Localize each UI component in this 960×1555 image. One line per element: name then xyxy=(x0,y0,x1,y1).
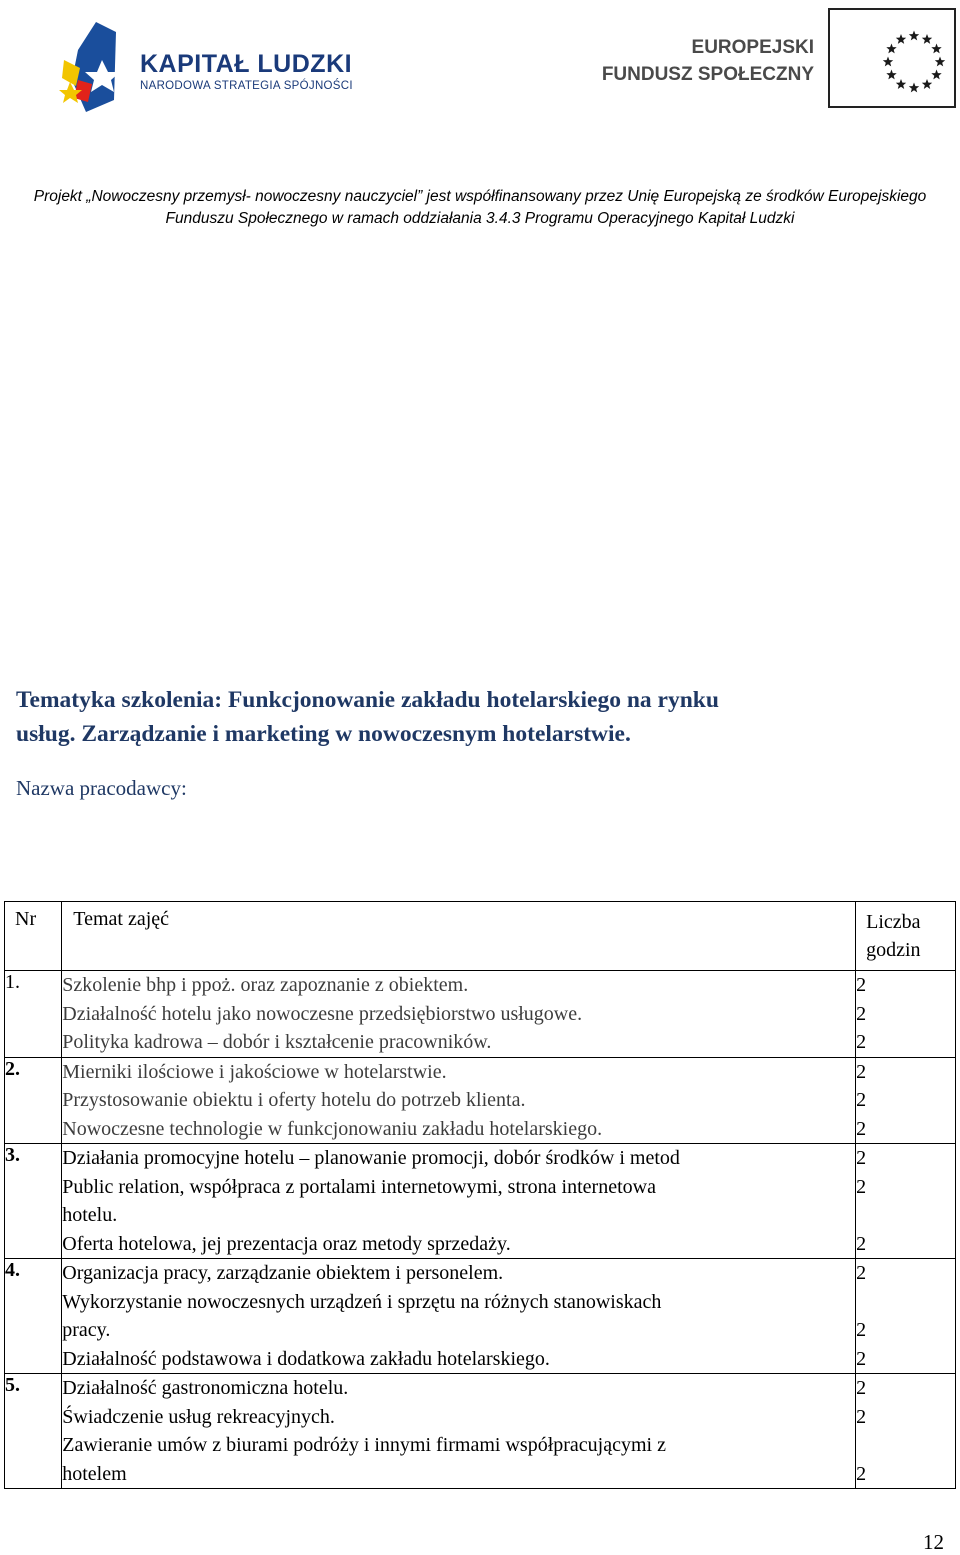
hours-value: 2 xyxy=(856,1347,867,1370)
row-hours xyxy=(856,1144,956,1259)
row-number: 2. xyxy=(5,1057,62,1144)
hours-value xyxy=(856,1288,955,1317)
topic-line: hotelu. xyxy=(62,1204,118,1226)
hours-value: 2 xyxy=(856,1319,867,1341)
hours-value: 2 xyxy=(856,1060,867,1083)
efs-brand-line2: FUNDUSZ SPOŁECZNY xyxy=(601,64,814,85)
project-cofinancing-note xyxy=(0,186,960,230)
header-topic: Temat zajęć xyxy=(62,902,856,971)
hours-value: 2 xyxy=(856,1089,867,1111)
table-header-row xyxy=(5,902,956,971)
hours-value: 2 xyxy=(856,1462,867,1485)
page-number: 12 xyxy=(923,1530,944,1554)
hours-value: 2 xyxy=(856,1377,867,1399)
row-topics xyxy=(62,1057,856,1144)
table-row xyxy=(5,1144,956,1259)
row-hours xyxy=(856,1374,956,1489)
topic-line: Przystosowanie obiektu i oferty hotelu do potrzeb klienta. xyxy=(62,1089,526,1111)
topic-line: Działalność gastronomiczna hotelu. xyxy=(62,1377,349,1399)
kapital-ludzki-logo xyxy=(58,20,358,112)
row-hours xyxy=(856,1057,956,1144)
topic-line: Polityka kadrowa – dobór i kształcenie pracowników. xyxy=(62,1031,492,1053)
row-number: 1. xyxy=(5,971,62,1058)
topic-line: pracy. xyxy=(62,1319,111,1341)
topic-line: Wykorzystanie nowoczesnych urządzeń i sprzętu na różnych stanowiskach xyxy=(62,1290,662,1313)
hours-value: 2 xyxy=(856,1262,867,1284)
kl-brand-subtitle: NARODOWA STRATEGIA SPÓJNOŚCI xyxy=(140,80,353,92)
hours-value: 2 xyxy=(856,974,867,996)
table-row xyxy=(5,971,956,1058)
hours-value xyxy=(856,1431,955,1460)
hours-value: 2 xyxy=(856,1147,867,1169)
hours-value: 2 xyxy=(856,1405,867,1428)
topic-line: Działalność podstawowa i dodatkowa zakładu hotelarskiego. xyxy=(62,1347,550,1370)
topic-line: Oferta hotelowa, jej prezentacja oraz metody sprzedaży. xyxy=(62,1232,511,1255)
header-hours-line2: godzin xyxy=(866,939,921,961)
topic-line2: usług. Zarządzanie i marketing w nowoczesnym hotelarstwie. xyxy=(16,721,631,747)
efs-brand-line1: EUROPEJSKI xyxy=(691,37,814,58)
table-row xyxy=(5,1259,956,1374)
row-topics xyxy=(62,971,856,1058)
topic-line: Działania promocyjne hotelu – planowanie promocji, dobór środków i metod xyxy=(62,1147,680,1169)
topic-line: Działalność hotelu jako nowoczesne przedsiębiorstwo usługowe. xyxy=(62,1002,583,1025)
topic-line: Zawieranie umów z biurami podróży i innymi firmami współpracującymi z xyxy=(62,1434,666,1456)
row-number: 3. xyxy=(5,1144,62,1259)
kapital-ludzki-emblem xyxy=(58,20,138,112)
row-number: 5. xyxy=(5,1374,62,1489)
row-topics xyxy=(62,1144,856,1259)
header-hours-line1: Liczba xyxy=(866,911,921,933)
topic-line: Organizacja pracy, zarządzanie obiektem i personelem. xyxy=(62,1262,504,1284)
training-topic-heading xyxy=(16,683,916,751)
table-row xyxy=(5,1374,956,1489)
employer-label: Nazwa pracodawcy: xyxy=(16,776,187,800)
row-hours xyxy=(856,1259,956,1374)
project-note-line2: Funduszu Społecznego w ramach oddziałania 3.4.3 Programu Operacyjnego Kapitał Ludzki xyxy=(165,210,795,227)
topic-line: Public relation, współpraca z portalami internetowymi, strona internetowa xyxy=(62,1175,656,1198)
header-nr: Nr xyxy=(5,902,62,971)
topic-line1: Tematyka szkolenia: Funkcjonowanie zakładu hotelarskiego na rynku xyxy=(16,687,719,713)
row-hours xyxy=(856,971,956,1058)
row-number: 4. xyxy=(5,1259,62,1374)
hours-value: 2 xyxy=(856,1031,867,1053)
row-topics xyxy=(62,1259,856,1374)
hours-value: 2 xyxy=(856,1002,867,1025)
topic-line: hotelem xyxy=(62,1462,127,1485)
topic-line: Świadczenie usług rekreacyjnych. xyxy=(62,1405,335,1428)
hours-value: 2 xyxy=(856,1175,867,1198)
table-row xyxy=(5,1057,956,1144)
header-hours xyxy=(856,902,956,971)
schedule-table xyxy=(4,901,956,1489)
topic-line: Nowoczesne technologie w funkcjonowaniu zakładu hotelarskiego. xyxy=(62,1117,603,1140)
topic-line: Szkolenie bhp i ppoż. oraz zapoznanie z obiektem. xyxy=(62,974,469,996)
hours-value: 2 xyxy=(856,1117,867,1140)
eu-flag-icon xyxy=(828,8,956,108)
project-note-line1: Projekt „Nowoczesny przemysł- nowoczesny nauczyciel” jest współfinansowany przez Unię Europejską ze środków Europejskiego xyxy=(33,188,927,205)
kl-brand-title: KAPITAŁ LUDZKI xyxy=(140,50,353,78)
hours-value: 2 xyxy=(856,1232,867,1255)
row-topics xyxy=(62,1374,856,1489)
topic-line: Mierniki ilościowe i jakościowe w hotelarstwie. xyxy=(62,1060,447,1083)
efs-brand xyxy=(602,34,814,88)
hours-value xyxy=(856,1201,955,1230)
